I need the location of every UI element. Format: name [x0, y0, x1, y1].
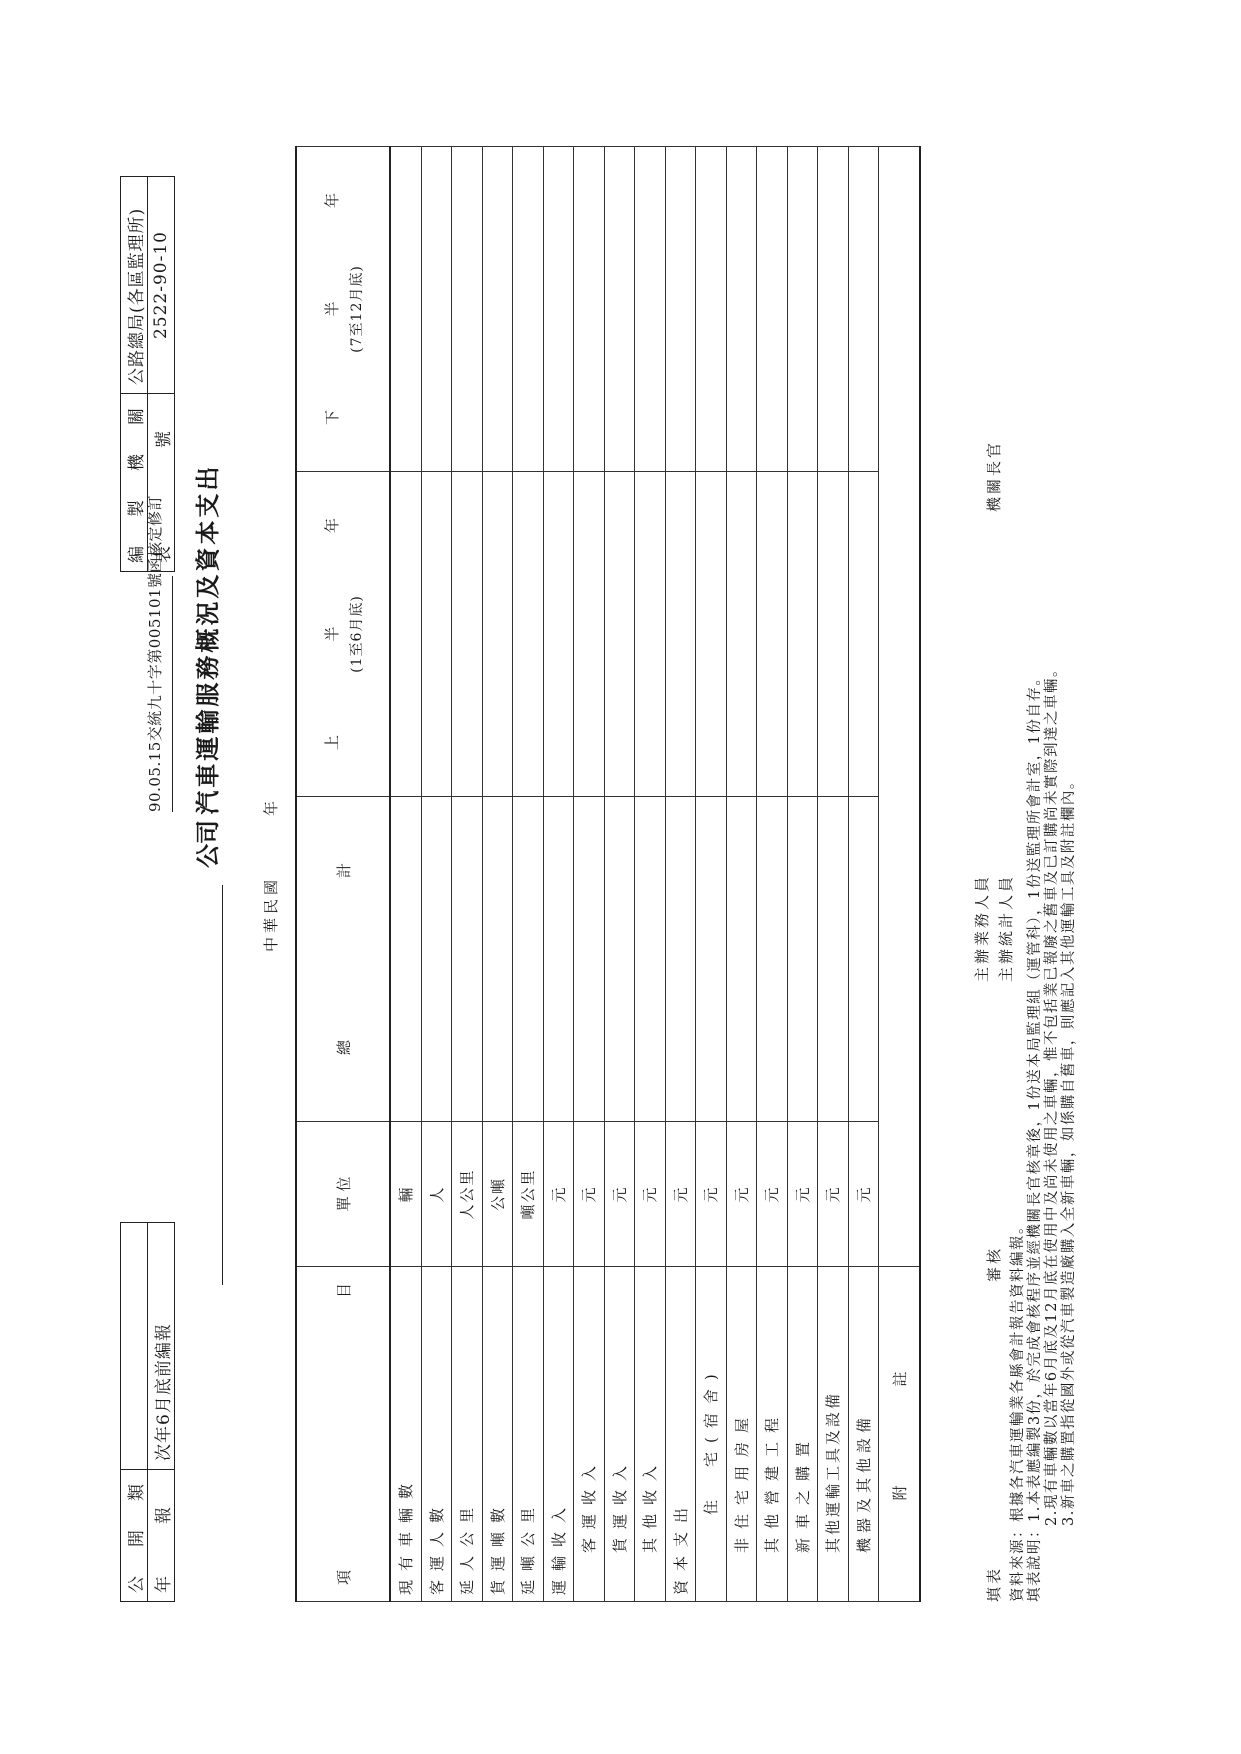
- report-frequency-label: 年 報: [148, 1470, 175, 1602]
- row-second-half-cell[interactable]: [818, 147, 849, 472]
- row-unit: 元: [543, 1122, 574, 1267]
- business-officer-label: 主辦業務人員: [973, 873, 991, 982]
- row-item: 新車之購置: [787, 1267, 818, 1602]
- table-row: [390, 147, 421, 1602]
- roc-year-prefix: 中華民國: [262, 876, 280, 953]
- approval-note: 90.05.15交統九十字第005101號函核定修訂: [144, 576, 173, 812]
- row-unit: 元: [818, 1122, 849, 1267]
- row-first-half-cell[interactable]: [757, 472, 788, 797]
- publish-info-table: [120, 1222, 175, 1602]
- row-unit: 噸公里: [513, 1122, 544, 1267]
- table-row: [818, 147, 849, 1602]
- row-item: 非住宅用房屋: [726, 1267, 757, 1602]
- row-total-cell[interactable]: [390, 797, 421, 1122]
- row-unit: 元: [635, 1122, 666, 1267]
- row-second-half-cell[interactable]: [482, 147, 513, 472]
- row-item: 其他營建工程: [757, 1267, 788, 1602]
- row-unit: 人公里: [452, 1122, 483, 1267]
- row-item: 貨運噸數: [482, 1267, 513, 1602]
- row-first-half-cell[interactable]: [604, 472, 635, 797]
- row-second-half-cell[interactable]: [421, 147, 452, 472]
- row-second-half-cell[interactable]: [574, 147, 605, 472]
- row-total-cell[interactable]: [482, 797, 513, 1122]
- table-row-remarks: [879, 147, 921, 1602]
- row-unit: 輛: [390, 1122, 421, 1267]
- instruction-note-1: 填表說明：1.本表應編製3份，於完成會核程序並經機關長官核章後，1份送本局監理組（運管科），1份送監理所會計室，1份自存。: [1027, 669, 1043, 1602]
- data-source-note: 資料來源：根據各汽車運輸業各縣會計報告資料編報。: [1010, 1218, 1026, 1602]
- agency-chief-label: 機關長官: [985, 439, 1003, 512]
- row-item: 運輸收入: [543, 1267, 574, 1602]
- table-row: [543, 147, 574, 1602]
- row-total-cell[interactable]: [604, 797, 635, 1122]
- notes-section: [1010, 147, 1078, 1602]
- table-row: [757, 147, 788, 1602]
- form-number-label: 表 號: [148, 394, 175, 572]
- row-unit: 元: [787, 1122, 818, 1267]
- remarks-label: 附 註: [879, 1267, 921, 1602]
- row-total-cell[interactable]: [452, 797, 483, 1122]
- header-item: 項 目: [296, 1267, 390, 1602]
- row-unit: 元: [757, 1122, 788, 1267]
- row-item: 貨運收入: [604, 1267, 635, 1602]
- statistics-table: [295, 146, 921, 1602]
- row-unit: 元: [574, 1122, 605, 1267]
- table-row: [696, 147, 727, 1602]
- header-second-half: 下 半 年 (7至12月底): [296, 147, 390, 472]
- row-item: 住 宅(宿舍): [696, 1267, 727, 1602]
- row-unit: 元: [665, 1122, 696, 1267]
- row-item: 客運收入: [574, 1267, 605, 1602]
- preparer-label: 填表: [985, 1565, 1003, 1602]
- table-row: [635, 147, 666, 1602]
- row-item: 資本支出: [665, 1267, 696, 1602]
- row-second-half-cell[interactable]: [726, 147, 757, 472]
- header-unit: 單 位: [296, 1122, 390, 1267]
- row-second-half-cell[interactable]: [787, 147, 818, 472]
- header-total: 總 計: [296, 797, 390, 1122]
- row-first-half-cell[interactable]: [543, 472, 574, 797]
- row-total-cell[interactable]: [574, 797, 605, 1122]
- header-first-half: 上 半 年 (1至6月底): [296, 472, 390, 797]
- row-total-cell[interactable]: [818, 797, 849, 1122]
- row-first-half-cell[interactable]: [390, 472, 421, 797]
- row-first-half-cell[interactable]: [421, 472, 452, 797]
- row-unit: 元: [696, 1122, 727, 1267]
- table-row: [787, 147, 818, 1602]
- row-item: 其他收入: [635, 1267, 666, 1602]
- instruction-note-2: 2.現有車輛數以當年6月底及12月底在使用中及尚未使用之車輛，惟不包括業已報廢之舊車及已訂購尚未實際到達之車輛。: [1044, 660, 1060, 1526]
- row-total-cell[interactable]: [696, 797, 727, 1122]
- row-first-half-cell[interactable]: [482, 472, 513, 797]
- table-row: [604, 147, 635, 1602]
- compiling-agency-label: 編 製 機 關: [121, 394, 148, 572]
- row-second-half-cell[interactable]: [665, 147, 696, 472]
- statistics-officer-label: 主辦統計人員: [997, 873, 1015, 982]
- row-item: 現有車輛數: [390, 1267, 421, 1602]
- row-second-half-cell[interactable]: [604, 147, 635, 472]
- row-first-half-cell[interactable]: [452, 472, 483, 797]
- row-second-half-cell[interactable]: [848, 147, 879, 472]
- table-row: [574, 147, 605, 1602]
- row-second-half-cell[interactable]: [635, 147, 666, 472]
- row-total-cell[interactable]: [757, 797, 788, 1122]
- row-second-half-cell[interactable]: [543, 147, 574, 472]
- row-second-half-cell[interactable]: [452, 147, 483, 472]
- agency-info-table: [120, 176, 175, 572]
- row-total-cell[interactable]: [513, 797, 544, 1122]
- instruction-note-3: 3.新車之購置指從國外或從汽車製造廠購入全新車輛，如係購自舊車，則應記入其他運輸工具及附註欄內。: [1061, 773, 1077, 1526]
- row-first-half-cell[interactable]: [513, 472, 544, 797]
- row-first-half-cell[interactable]: [635, 472, 666, 797]
- table-row: [513, 147, 544, 1602]
- row-first-half-cell[interactable]: [848, 472, 879, 797]
- row-first-half-cell[interactable]: [818, 472, 849, 797]
- row-unit: 元: [726, 1122, 757, 1267]
- row-unit: 元: [848, 1122, 879, 1267]
- row-total-cell[interactable]: [543, 797, 574, 1122]
- compiling-agency-value: 公路總局(各區監理所): [121, 177, 148, 394]
- roc-year-suffix: 年: [262, 796, 280, 816]
- company-name-blank: [222, 885, 223, 1285]
- table-row: [482, 147, 513, 1602]
- row-unit: 公噸: [482, 1122, 513, 1267]
- row-unit: 人: [421, 1122, 452, 1267]
- title-main-text: 汽車運輸服務概況及資本支出: [193, 463, 222, 815]
- row-item: 延噸公里: [513, 1267, 544, 1602]
- row-total-cell[interactable]: [787, 797, 818, 1122]
- row-first-half-cell[interactable]: [726, 472, 757, 797]
- reviewer-label: 審核: [985, 1245, 1003, 1282]
- form-title: [188, 147, 223, 1602]
- table-row: [665, 147, 696, 1602]
- row-item: 機器及其他設備: [848, 1267, 879, 1602]
- publish-category-value: [121, 1223, 148, 1470]
- roc-year-line: [260, 147, 281, 1602]
- row-second-half-cell[interactable]: [757, 147, 788, 472]
- table-header-row: [296, 147, 390, 1602]
- form-number-value: 2522-90-10: [148, 177, 175, 394]
- row-item: 延人公里: [452, 1267, 483, 1602]
- row-total-cell[interactable]: [848, 797, 879, 1122]
- table-row: [726, 147, 757, 1602]
- row-second-half-cell[interactable]: [696, 147, 727, 472]
- table-row: [452, 147, 483, 1602]
- row-item: 客運人數: [421, 1267, 452, 1602]
- remarks-cell[interactable]: [879, 147, 921, 1267]
- report-deadline-value: 次年6月底前編報: [148, 1223, 175, 1470]
- title-company-word: 公司: [193, 820, 222, 868]
- row-first-half-cell[interactable]: [787, 472, 818, 797]
- report-form-sheet: [120, 147, 1075, 1602]
- row-item: 其他運輸工具及設備: [818, 1267, 849, 1602]
- row-second-half-cell[interactable]: [513, 147, 544, 472]
- row-first-half-cell[interactable]: [574, 472, 605, 797]
- row-first-half-cell[interactable]: [665, 472, 696, 797]
- publish-category-label: 公 開 類: [121, 1470, 148, 1602]
- row-unit: 元: [604, 1122, 635, 1267]
- row-total-cell[interactable]: [726, 797, 757, 1122]
- row-first-half-cell[interactable]: [696, 472, 727, 797]
- row-total-cell[interactable]: [635, 797, 666, 1122]
- row-total-cell[interactable]: [421, 797, 452, 1122]
- row-second-half-cell[interactable]: [390, 147, 421, 472]
- row-total-cell[interactable]: [665, 797, 696, 1122]
- table-row: [848, 147, 879, 1602]
- table-row: [421, 147, 452, 1602]
